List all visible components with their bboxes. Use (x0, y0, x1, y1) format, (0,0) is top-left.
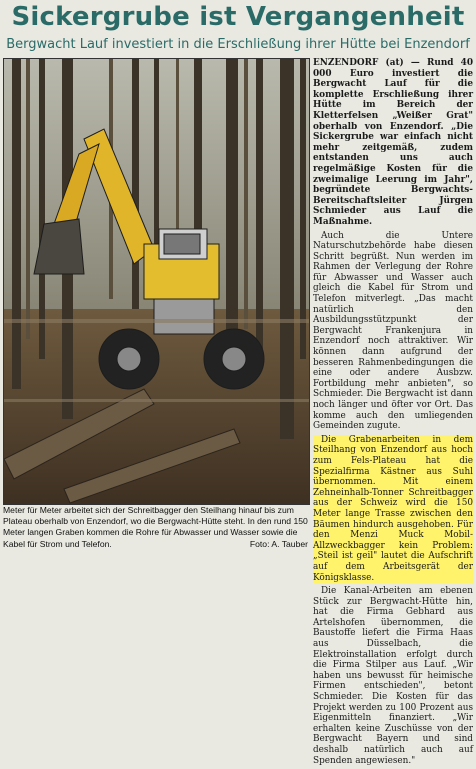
dateline: ENZENDORF (at) — (313, 58, 420, 68)
lead-text: Rund 40 000 Euro investiert die Bergwacht Lauf für die komplette Erschließung ihrer Hütte im Bereich der Kletterfelsen „Weißer Grat" oberhalb von Enzendorf. „Die Sickergrube war einfach nicht mehr zeitgemäß, zudem entstanden uns auch regelmäßige Kosten für die zweimalige Leerung im Jahr", begründete Bergwachts-Bereitschaftsleiter Jürgen Schmieder aus Lauf die Maßnahme. (313, 58, 473, 227)
article-paragraph-3: Die Kanal-Arbeiten am ebenen Stück zur Bergwacht-Hütte hin, hat die Firma Gebhard aus Artelshofen übernommen, die Baustoffe liefert die Firma Haas aus Düsselbach, die Elektroinstallation erfolgt durch die Firma Stilper aus Lauf. „Wir haben uns bewusst für heimische Firmen entschieden", betont Schmieder. Die Kosten für das Projekt werden zu 100 Prozent aus Eigenmitteln finanziert. „Wir erhalten keine Zuschüsse von der Bergwacht Bayern und sind deshalb natürlich auch auf Spenden angewiesen." (313, 586, 473, 766)
article-column (313, 58, 473, 769)
photo-caption (3, 505, 308, 550)
caption-text: Meter für Meter arbeitet sich der Schreitbagger den Steilhang hinauf bis zum Plateau oberhalb von Enzendorf, wo die Bergwacht-Hütte steht. In den rund 150 Meter langen Graben kommen die Rohre für Abwasser und Wasser sowie die Kabel für Strom und Telefon. (3, 505, 308, 549)
subheadline: Bergwacht Lauf investiert in die Erschließung ihrer Hütte bei Enzendorf (6, 37, 470, 52)
article-paragraph-1: Auch die Untere Naturschutzbehörde habe diesen Schritt begrüßt. Nun werden im Rahmen der Verlegung der Rohre für Abwasser und Wasser auch gleich die Kabel für Strom und Telefon mitverlegt. „Das macht natürlich den Ausbildungsstützpunkt der Bergwacht Frankenjura in Enzendorf noch attraktiver. Wir können dann aufgrund der besseren Rahmenbedingungen die eine oder andere Ausbzw. Fortbildung mehr anbieten", so Schmieder. Die Bergwacht ist dann noch länger und öfter vor Ort. Das komme auch den umliegenden Gemeinden zugute. (313, 230, 473, 432)
article-paragraph-2: Die Grabenarbeiten in dem Steilhang von Enzendorf aus hoch zum Fels-Plateau hat die Spezialfirma Kästner aus Suhl übernommen. Mit einem Zehneinhalb-Tonner Schreitbagger aus der Schweiz wird die 150 Meter lange Trasse zwischen den Bäumen hindurch ausgehoben. Für den Menzi Muck Mobil-Allzweckbagger kein Problem: „Steil ist geil" lautet die Aufschrift auf dem Arbeitsgerät der Königsklasse. (313, 434, 473, 583)
headline: Sickergrube ist Vergangenheit (11, 2, 465, 32)
excavator-photo (3, 58, 310, 505)
article-lead (313, 58, 473, 228)
photo-credit: Foto: A. Tauber (249, 538, 308, 549)
forest-excavator-image (4, 59, 309, 504)
